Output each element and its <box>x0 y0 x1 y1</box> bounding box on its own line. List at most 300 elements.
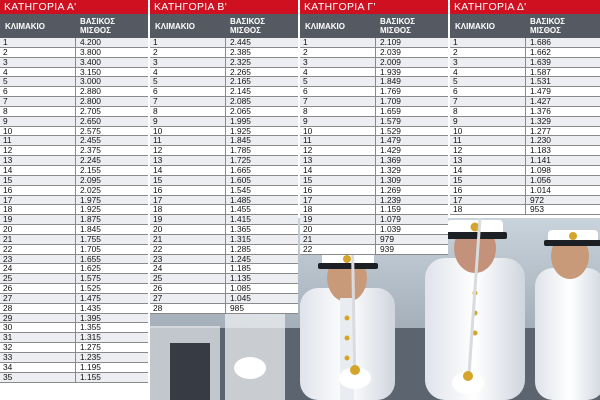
step-cell: 18 <box>0 205 76 214</box>
step-cell: 3 <box>450 58 526 67</box>
table-row <box>0 136 148 146</box>
step-column-header: ΚΛΙΜΑΚΙΟ <box>5 21 45 31</box>
step-cell: 28 <box>0 304 76 313</box>
table-row <box>300 127 448 137</box>
salary-cell: 1.475 <box>80 292 101 303</box>
salary-cell: 1.455 <box>230 204 251 215</box>
salary-cell: 2.375 <box>80 145 101 156</box>
step-cell: 8 <box>450 107 526 116</box>
salary-cell: 2.155 <box>80 164 101 175</box>
table-row <box>0 235 148 245</box>
salary-cell: 1.230 <box>530 135 551 146</box>
table-row <box>300 225 448 235</box>
salary-column-header: ΒΑΣΙΚΟΣ ΜΙΣΘΟΣ <box>380 17 416 35</box>
table-row <box>0 363 148 373</box>
table-row <box>150 107 298 117</box>
step-cell: 20 <box>300 225 376 234</box>
step-cell: 1 <box>0 38 76 47</box>
salary-cell: 1.155 <box>80 371 101 382</box>
table-row <box>450 186 600 196</box>
table-row <box>0 314 148 324</box>
step-cell: 14 <box>450 166 526 175</box>
step-cell: 1 <box>300 38 376 47</box>
step-column-header: ΚΛΙΜΑΚΙΟ <box>155 21 195 31</box>
salary-cell: 1.686 <box>530 37 551 47</box>
table-row <box>300 156 448 166</box>
salary-cell: 1.135 <box>230 273 251 284</box>
step-cell: 25 <box>150 274 226 283</box>
salary-cell: 972 <box>530 194 544 205</box>
step-cell: 12 <box>150 146 226 155</box>
step-cell: 7 <box>300 97 376 106</box>
step-cell: 14 <box>150 166 226 175</box>
salary-cell: 1.039 <box>380 224 401 235</box>
table-row <box>0 48 148 58</box>
salary-cell: 1.329 <box>380 164 401 175</box>
step-cell: 13 <box>300 156 376 165</box>
table-row <box>300 136 448 146</box>
table-row <box>150 235 298 245</box>
step-cell: 5 <box>150 77 226 86</box>
salary-cell: 1.725 <box>230 155 251 166</box>
table-row <box>450 205 600 215</box>
salary-cell: 3.000 <box>80 76 101 87</box>
salary-column-header: ΒΑΣΙΚΟΣ ΜΙΣΘΟΣ <box>230 17 266 35</box>
table-row <box>450 146 600 156</box>
table-row <box>300 38 448 48</box>
step-cell: 10 <box>150 127 226 136</box>
table-row <box>300 87 448 97</box>
step-cell: 15 <box>450 176 526 185</box>
table-row <box>300 117 448 127</box>
salary-cell: 2.265 <box>230 66 251 77</box>
salary-cell: 1.275 <box>80 342 101 353</box>
step-cell: 3 <box>300 58 376 67</box>
step-cell: 16 <box>0 186 76 195</box>
step-cell: 6 <box>0 87 76 96</box>
table-row <box>150 166 298 176</box>
step-cell: 16 <box>150 186 226 195</box>
step-cell: 6 <box>450 87 526 96</box>
salary-cell: 1.659 <box>380 105 401 116</box>
salary-cell: 1.975 <box>80 194 101 205</box>
category-b-rows <box>150 38 298 314</box>
salary-cell: 2.009 <box>380 56 401 67</box>
salary-cell: 1.045 <box>230 292 251 303</box>
table-row <box>450 68 600 78</box>
salary-cell: 1.655 <box>80 253 101 264</box>
table-row <box>150 38 298 48</box>
table-row <box>0 304 148 314</box>
step-cell: 4 <box>450 68 526 77</box>
table-row <box>300 205 448 215</box>
step-cell: 29 <box>0 314 76 323</box>
salary-cell: 1.376 <box>530 105 551 116</box>
step-cell: 14 <box>0 166 76 175</box>
salary-cell: 2.165 <box>230 76 251 87</box>
salary-cell: 3.150 <box>80 66 101 77</box>
salary-cell: 2.445 <box>230 37 251 47</box>
salary-cell: 1.925 <box>230 125 251 136</box>
step-cell: 34 <box>0 363 76 372</box>
step-cell: 3 <box>150 58 226 67</box>
table-row <box>450 48 600 58</box>
step-cell: 23 <box>150 255 226 264</box>
table-row <box>450 38 600 48</box>
step-cell: 27 <box>0 294 76 303</box>
step-cell: 5 <box>450 77 526 86</box>
step-column-header: ΚΛΙΜΑΚΙΟ <box>305 21 345 31</box>
step-cell: 19 <box>150 215 226 224</box>
category-d-table <box>450 0 600 215</box>
salary-cell: 1.785 <box>230 145 251 156</box>
table-row <box>150 264 298 274</box>
salary-cell: 1.195 <box>80 361 101 372</box>
step-cell: 13 <box>150 156 226 165</box>
table-row <box>0 87 148 97</box>
step-cell: 8 <box>150 107 226 116</box>
table-row <box>150 304 298 314</box>
table-row <box>0 77 148 87</box>
table-row <box>0 127 148 137</box>
table-row <box>300 107 448 117</box>
step-cell: 20 <box>0 225 76 234</box>
step-cell: 11 <box>300 136 376 145</box>
step-cell: 9 <box>450 117 526 126</box>
table-row <box>300 146 448 156</box>
step-cell: 17 <box>300 196 376 205</box>
step-cell: 8 <box>0 107 76 116</box>
table-row <box>150 136 298 146</box>
step-cell: 23 <box>0 255 76 264</box>
salary-cell: 1.665 <box>230 164 251 175</box>
table-row <box>150 284 298 294</box>
salary-cell: 2.039 <box>380 46 401 57</box>
salary-cell: 1.709 <box>380 96 401 107</box>
salary-cell: 1.355 <box>80 322 101 333</box>
table-row <box>0 245 148 255</box>
table-row <box>150 127 298 137</box>
category-d-rows <box>450 38 600 215</box>
category-a-rows <box>0 38 148 383</box>
step-cell: 2 <box>300 48 376 57</box>
step-cell: 18 <box>450 205 526 214</box>
step-cell: 18 <box>300 205 376 214</box>
salary-cell: 1.845 <box>80 224 101 235</box>
salary-cell: 2.575 <box>80 125 101 136</box>
salary-cell: 1.579 <box>380 115 401 126</box>
salary-cell: 985 <box>230 302 244 313</box>
salary-cell: 1.479 <box>530 86 551 97</box>
salary-cell: 1.309 <box>380 174 401 185</box>
table-row <box>0 353 148 363</box>
salary-cell: 3.800 <box>80 46 101 57</box>
step-cell: 6 <box>150 87 226 96</box>
salary-cell: 1.485 <box>230 194 251 205</box>
table-row <box>0 255 148 265</box>
step-cell: 9 <box>0 117 76 126</box>
table-row <box>0 97 148 107</box>
salary-cell: 1.245 <box>230 253 251 264</box>
table-row <box>150 77 298 87</box>
salary-cell: 1.529 <box>380 125 401 136</box>
step-cell: 2 <box>0 48 76 57</box>
salary-cell: 1.395 <box>80 312 101 323</box>
salary-cell: 2.880 <box>80 86 101 97</box>
category-a-title: ΚΑΤΗΓΟΡΙΑ Α' <box>0 0 148 14</box>
step-cell: 11 <box>0 136 76 145</box>
salary-cell: 1.525 <box>80 283 101 294</box>
table-row <box>0 225 148 235</box>
salary-cell: 2.705 <box>80 105 101 116</box>
table-row <box>300 235 448 245</box>
table-row <box>0 156 148 166</box>
table-row <box>150 225 298 235</box>
step-cell: 24 <box>0 264 76 273</box>
category-b-table <box>150 0 298 314</box>
salary-cell: 1.435 <box>80 302 101 313</box>
step-cell: 17 <box>150 196 226 205</box>
salary-cell: 1.479 <box>380 135 401 146</box>
step-cell: 33 <box>0 353 76 362</box>
table-row <box>300 186 448 196</box>
step-cell: 21 <box>300 235 376 244</box>
category-a-table <box>0 0 148 383</box>
table-row <box>0 176 148 186</box>
table-row <box>0 294 148 304</box>
table-row <box>150 58 298 68</box>
table-row <box>150 97 298 107</box>
table-row <box>450 77 600 87</box>
step-cell: 22 <box>0 245 76 254</box>
salary-cell: 1.415 <box>230 214 251 225</box>
table-row <box>0 58 148 68</box>
step-cell: 5 <box>300 77 376 86</box>
step-cell: 16 <box>450 186 526 195</box>
salary-cell: 2.650 <box>80 115 101 126</box>
salary-cell: 1.845 <box>230 135 251 146</box>
salary-cell: 1.427 <box>530 96 551 107</box>
step-cell: 4 <box>150 68 226 77</box>
step-cell: 3 <box>0 58 76 67</box>
salary-cell: 1.079 <box>380 214 401 225</box>
table-row <box>0 107 148 117</box>
salary-cell: 979 <box>380 233 394 244</box>
table-row <box>450 166 600 176</box>
salary-cell: 1.605 <box>230 174 251 185</box>
step-cell: 11 <box>150 136 226 145</box>
table-row <box>0 264 148 274</box>
salary-cell: 1.098 <box>530 164 551 175</box>
salary-cell: 2.145 <box>230 86 251 97</box>
category-c-table <box>300 0 448 255</box>
table-row <box>0 38 148 48</box>
table-row <box>150 274 298 284</box>
step-cell: 26 <box>0 284 76 293</box>
step-cell: 13 <box>0 156 76 165</box>
step-cell: 12 <box>0 146 76 155</box>
salary-cell: 1.639 <box>530 56 551 67</box>
step-cell: 10 <box>0 127 76 136</box>
table-row <box>450 87 600 97</box>
table-row <box>150 87 298 97</box>
step-cell: 27 <box>150 294 226 303</box>
salary-cell: 1.285 <box>230 243 251 254</box>
salary-column-header: ΒΑΣΙΚΟΣ ΜΙΣΘΟΣ <box>80 17 116 35</box>
salary-cell: 2.025 <box>80 184 101 195</box>
table-row <box>450 97 600 107</box>
table-row <box>300 215 448 225</box>
step-cell: 9 <box>300 117 376 126</box>
salary-cell: 953 <box>530 204 544 215</box>
salary-cell: 1.995 <box>230 115 251 126</box>
salary-cell: 1.662 <box>530 46 551 57</box>
salary-cell: 1.185 <box>230 263 251 274</box>
salary-cell: 1.183 <box>530 145 551 156</box>
salary-cell: 1.269 <box>380 184 401 195</box>
table-row <box>150 117 298 127</box>
salary-cell: 1.705 <box>80 243 101 254</box>
step-cell: 12 <box>450 146 526 155</box>
table-row <box>0 205 148 215</box>
salary-cell: 2.095 <box>80 174 101 185</box>
salary-cell: 1.235 <box>80 352 101 362</box>
step-cell: 5 <box>0 77 76 86</box>
step-cell: 24 <box>150 264 226 273</box>
salary-cell: 2.245 <box>80 155 101 166</box>
step-cell: 13 <box>450 156 526 165</box>
step-cell: 15 <box>150 176 226 185</box>
table-row <box>0 333 148 343</box>
table-row <box>150 215 298 225</box>
table-row <box>450 58 600 68</box>
salary-cell: 1.625 <box>80 263 101 274</box>
table-row <box>0 284 148 294</box>
step-cell: 21 <box>150 235 226 244</box>
table-row <box>150 255 298 265</box>
step-cell: 20 <box>150 225 226 234</box>
step-cell: 10 <box>300 127 376 136</box>
table-row <box>150 196 298 206</box>
step-cell: 16 <box>300 186 376 195</box>
step-cell: 15 <box>300 176 376 185</box>
salary-cell: 1.755 <box>80 233 101 244</box>
step-cell: 30 <box>0 323 76 332</box>
table-row <box>150 68 298 78</box>
salary-cell: 1.014 <box>530 184 551 195</box>
table-row <box>150 146 298 156</box>
table-row <box>300 48 448 58</box>
category-d-title: ΚΑΤΗΓΟΡΙΑ Δ' <box>450 0 600 14</box>
table-row <box>150 156 298 166</box>
step-cell: 22 <box>300 245 376 254</box>
salary-cell: 1.056 <box>530 174 551 185</box>
salary-cell: 2.455 <box>80 135 101 146</box>
salary-cell: 1.315 <box>230 233 251 244</box>
table-row <box>0 343 148 353</box>
table-row <box>300 176 448 186</box>
table-row <box>450 156 600 166</box>
salary-cell: 1.849 <box>380 76 401 87</box>
step-cell: 14 <box>300 166 376 175</box>
step-cell: 7 <box>450 97 526 106</box>
salary-cell: 1.159 <box>380 204 401 215</box>
table-row <box>0 186 148 196</box>
salary-cell: 1.575 <box>80 273 101 284</box>
table-row <box>300 245 448 255</box>
table-row <box>150 176 298 186</box>
step-column-header: ΚΛΙΜΑΚΙΟ <box>455 21 495 31</box>
table-row <box>450 196 600 206</box>
salary-cell: 1.085 <box>230 283 251 294</box>
step-cell: 19 <box>0 215 76 224</box>
table-row <box>450 107 600 117</box>
step-cell: 19 <box>300 215 376 224</box>
step-cell: 1 <box>450 38 526 47</box>
table-row <box>300 68 448 78</box>
table-row <box>0 166 148 176</box>
salary-cell: 1.429 <box>380 145 401 156</box>
salary-cell: 1.939 <box>380 66 401 77</box>
step-cell: 7 <box>0 97 76 106</box>
step-cell: 15 <box>0 176 76 185</box>
salary-cell: 1.277 <box>530 125 551 136</box>
table-row <box>450 117 600 127</box>
step-cell: 6 <box>300 87 376 96</box>
salary-cell: 3.400 <box>80 56 101 67</box>
step-cell: 2 <box>450 48 526 57</box>
salary-cell: 2.085 <box>230 96 251 107</box>
category-b-title: ΚΑΤΗΓΟΡΙΑ Β' <box>150 0 298 14</box>
salary-cell: 1.365 <box>230 224 251 235</box>
salary-cell: 1.369 <box>380 155 401 166</box>
salary-cell: 1.531 <box>530 76 551 87</box>
salary-cell: 1.141 <box>530 155 551 166</box>
table-row <box>150 48 298 58</box>
salary-column-header: ΒΑΣΙΚΟΣ ΜΙΣΘΟΣ <box>530 17 566 35</box>
salary-cell: 2.800 <box>80 96 101 107</box>
table-row <box>300 77 448 87</box>
salary-cell: 2.325 <box>230 56 251 67</box>
category-b-header <box>150 14 298 38</box>
table-row <box>150 294 298 304</box>
step-cell: 12 <box>300 146 376 155</box>
step-cell: 8 <box>300 107 376 116</box>
salary-cell: 1.587 <box>530 66 551 77</box>
salary-cell: 939 <box>380 243 394 254</box>
category-c-title: ΚΑΤΗΓΟΡΙΑ Γ' <box>300 0 448 14</box>
step-cell: 26 <box>150 284 226 293</box>
salary-cell: 4.200 <box>80 37 101 47</box>
table-row <box>300 166 448 176</box>
step-cell: 18 <box>150 205 226 214</box>
step-cell: 11 <box>450 136 526 145</box>
table-row <box>0 146 148 156</box>
table-row <box>300 58 448 68</box>
step-cell: 7 <box>150 97 226 106</box>
salary-cell: 1.925 <box>80 204 101 215</box>
step-cell: 22 <box>150 245 226 254</box>
step-cell: 28 <box>150 304 226 313</box>
salary-cell: 2.109 <box>380 37 401 47</box>
step-cell: 21 <box>0 235 76 244</box>
step-cell: 31 <box>0 333 76 342</box>
salary-cell: 2.385 <box>230 46 251 57</box>
step-cell: 35 <box>0 373 76 382</box>
step-cell: 17 <box>450 196 526 205</box>
table-row <box>0 373 148 383</box>
category-c-rows <box>300 38 448 255</box>
